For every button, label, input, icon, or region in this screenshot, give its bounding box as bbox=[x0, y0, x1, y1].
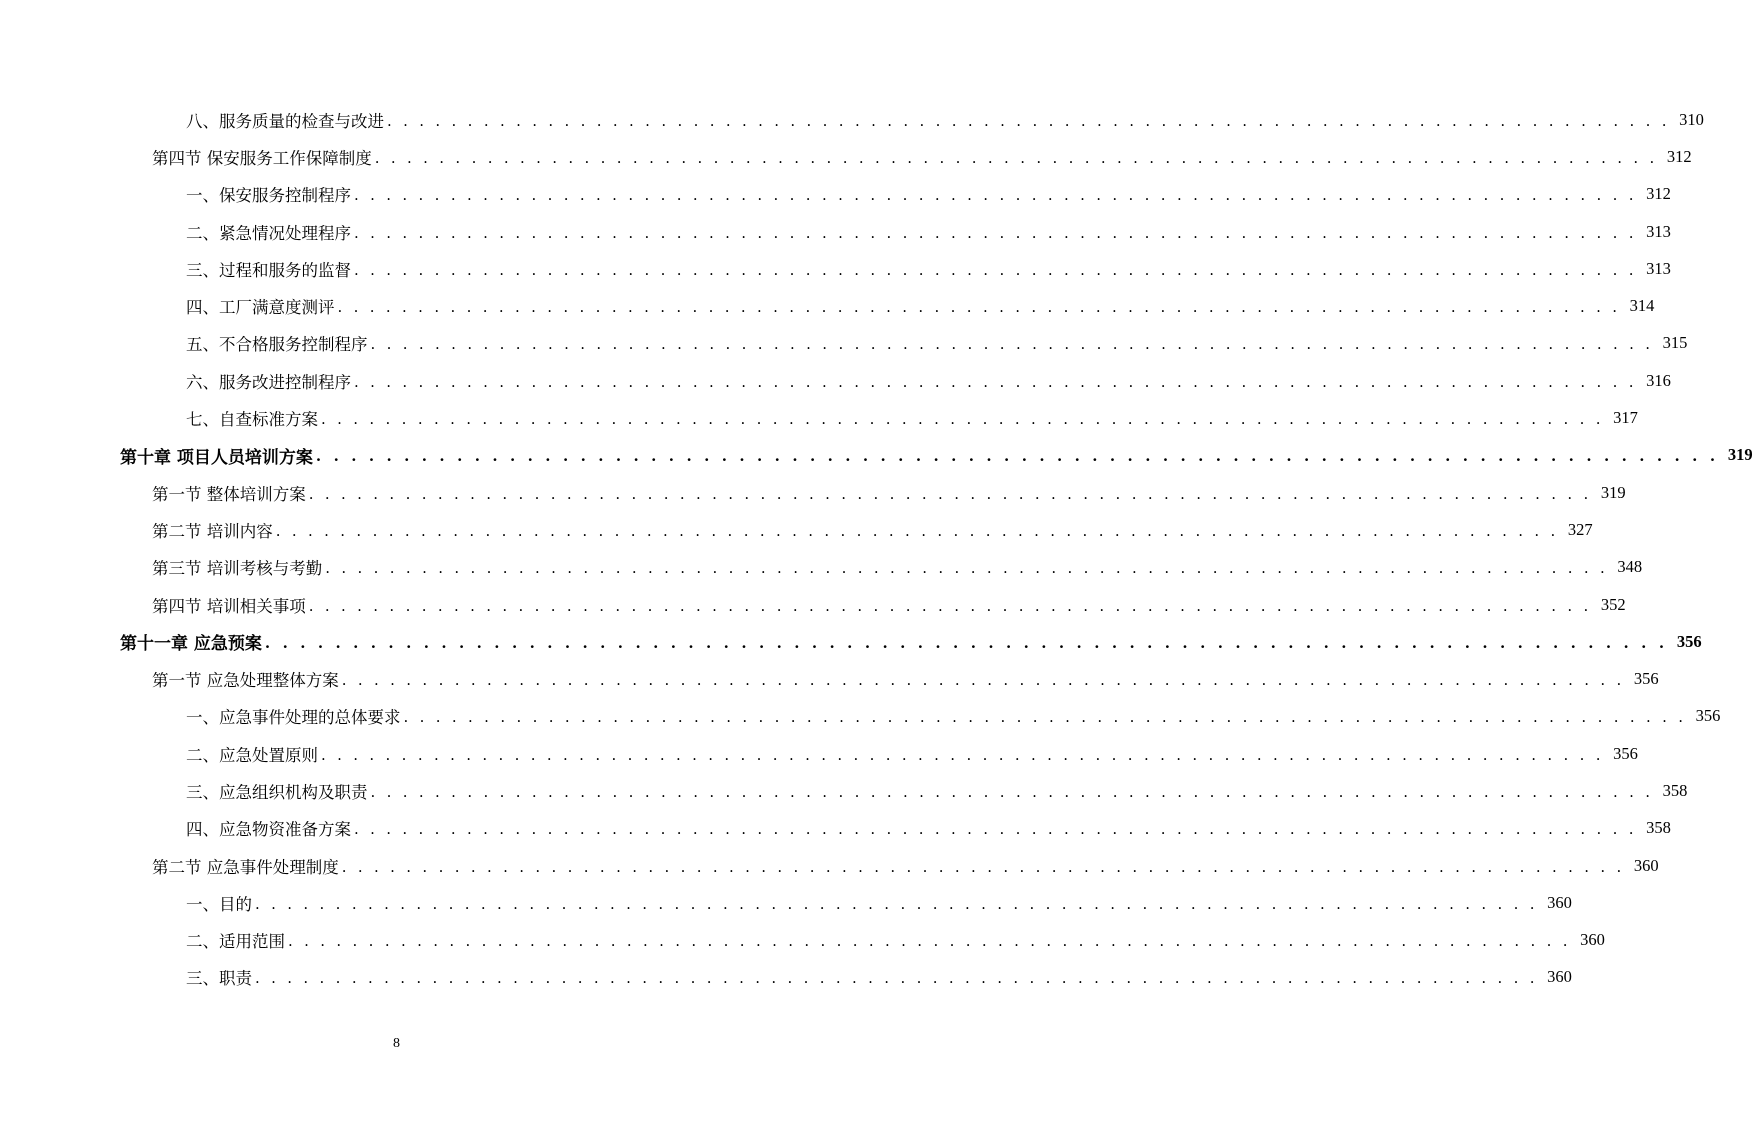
toc-dot-leader: . . . . . . . . . . . . . . . . . . . . . . . . . . . . . . . . . . . . . . . . . . . . . . . . . . . . . . . . . . . . . . . . . . . . . . . . . . . . . . . . bbox=[255, 894, 1538, 913]
toc-dot-leader: . . . . . . . . . . . . . . . . . . . . . . . . . . . . . . . . . . . . . . . . . . . . . . . . . . . . . . . . . . . . . . . . . . . . . . . . . . . . . . . . bbox=[354, 260, 1637, 279]
toc-entry-label: 第一节 应急处理整体方案 bbox=[152, 671, 339, 691]
toc-entry-page-number: 319 bbox=[1727, 445, 1753, 465]
toc-subsection-entry[interactable] bbox=[0, 325, 1688, 362]
toc-dot-leader: . . . . . . . . . . . . . . . . . . . . . . . . . . . . . . . . . . . . . . . . . . . . . . . . . . . . . . . . . . . . . . . . . . . . . . . . . . . . . . . . bbox=[374, 148, 1658, 167]
toc-entry-label: 三、应急组织机构及职责 bbox=[186, 782, 368, 802]
toc-subsection-entry[interactable] bbox=[0, 735, 1638, 772]
toc-dot-leader: . . . . . . . . . . . . . . . . . . . . . . . . . . . . . . . . . . . . . . . . . . . . . . . . . . . . . . . . . . . . . . . . . . . . . . . . . . . . . . . . bbox=[275, 521, 1559, 540]
toc-dot-leader: . . . . . . . . . . . . . . . . . . . . . . . . . . . . . . . . . . . . . . . . . . . . . . . . . . . . . . . . . . . . . . . . . . . . . . . . . . . . . . . . bbox=[354, 372, 1637, 391]
toc-dot-leader: . . . . . . . . . . . . . . . . . . . . . . . . . . . . . . . . . . . . . . . . . . . . . . . . . . . . . . . . . . . . . . . . . . . . . . . . . . . . . . . . bbox=[354, 223, 1637, 242]
toc-dot-leader: . . . . . . . . . . . . . . . . . . . . . . . . . . . . . . . . . . . . . . . . . . . . . . . . . . . . . . . . . . . . . . . . . . . . . . . . . . . . . . . . bbox=[264, 633, 1668, 652]
toc-dot-leader: . . . . . . . . . . . . . . . . . . . . . . . . . . . . . . . . . . . . . . . . . . . . . . . . . . . . . . . . . . . . . . . . . . . . . . . . . . . . . . . . bbox=[321, 410, 1604, 429]
toc-subsection-entry[interactable] bbox=[0, 213, 1671, 250]
toc-subsection-entry[interactable] bbox=[0, 250, 1671, 287]
toc-dot-leader: . . . . . . . . . . . . . . . . . . . . . . . . . . . . . . . . . . . . . . . . . . . . . . . . . . . . . . . . . . . . . . . . . . . . . . . . . . . . . . . . bbox=[341, 857, 1625, 876]
table-of-contents bbox=[0, 101, 1753, 996]
toc-dot-leader: . . . . . . . . . . . . . . . . . . . . . . . . . . . . . . . . . . . . . . . . . . . . . . . . . . . . . . . . . . . . . . . . . . . . . . . . . . . . . . . . bbox=[370, 335, 1654, 354]
toc-entry-label: 第四节 保安服务工作保障制度 bbox=[152, 148, 372, 168]
toc-entry-label: 一、目的 bbox=[186, 894, 252, 914]
toc-section-entry[interactable] bbox=[0, 586, 1626, 623]
toc-entry-label: 七、自查标准方案 bbox=[186, 410, 318, 430]
toc-entry-label: 五、不合格服务控制程序 bbox=[186, 335, 368, 355]
toc-dot-leader: . . . . . . . . . . . . . . . . . . . . . . . . . . . . . . . . . . . . . . . . . . . . . . . . . . . . . . . . . . . . . . . . . . . . . . . . . . . . . . . . bbox=[308, 484, 1592, 503]
toc-entry-label: 三、职责 bbox=[186, 969, 252, 989]
toc-entry-label: 四、应急物资准备方案 bbox=[186, 820, 351, 840]
toc-entry-page-number: 356 bbox=[1695, 706, 1721, 726]
toc-dot-leader: . . . . . . . . . . . . . . . . . . . . . . . . . . . . . . . . . . . . . . . . . . . . . . . . . . . . . . . . . . . . . . . . . . . . . . . . . . . . . . . . bbox=[341, 671, 1625, 690]
toc-entry-page-number: 313 bbox=[1646, 258, 1671, 278]
toc-entry-page-number: 312 bbox=[1666, 146, 1692, 166]
toc-subsection-entry[interactable] bbox=[0, 959, 1572, 996]
toc-dot-leader: . . . . . . . . . . . . . . . . . . . . . . . . . . . . . . . . . . . . . . . . . . . . . . . . . . . . . . . . . . . . . . . . . . . . . . . . . . . . . . . . bbox=[315, 447, 1719, 466]
toc-entry-label: 第十一章 应急预案 bbox=[120, 634, 262, 655]
toc-entry-label: 第十章 项目人员培训方案 bbox=[120, 447, 313, 468]
toc-entry-page-number: 360 bbox=[1547, 967, 1572, 987]
toc-section-entry[interactable] bbox=[0, 847, 1659, 884]
toc-entry-label: 一、应急事件处理的总体要求 bbox=[186, 708, 401, 728]
toc-dot-leader: . . . . . . . . . . . . . . . . . . . . . . . . . . . . . . . . . . . . . . . . . . . . . . . . . . . . . . . . . . . . . . . . . . . . . . . . . . . . . . . . bbox=[337, 298, 1621, 317]
toc-dot-leader: . . . . . . . . . . . . . . . . . . . . . . . . . . . . . . . . . . . . . . . . . . . . . . . . . . . . . . . . . . . . . . . . . . . . . . . . . . . . . . . . bbox=[255, 969, 1538, 988]
toc-dot-leader: . . . . . . . . . . . . . . . . . . . . . . . . . . . . . . . . . . . . . . . . . . . . . . . . . . . . . . . . . . . . . . . . . . . . . . . . . . . . . . . . bbox=[354, 186, 1637, 205]
toc-entry-page-number: 356 bbox=[1676, 631, 1702, 651]
toc-entry-label: 一、保安服务控制程序 bbox=[186, 186, 351, 206]
toc-entry-label: 二、适用范围 bbox=[186, 932, 285, 952]
toc-entry-page-number: 348 bbox=[1617, 557, 1643, 577]
toc-chapter-entry[interactable] bbox=[0, 623, 1702, 660]
toc-entry-page-number: 317 bbox=[1613, 408, 1638, 428]
toc-entry-page-number: 358 bbox=[1662, 780, 1688, 800]
toc-dot-leader: . . . . . . . . . . . . . . . . . . . . . . . . . . . . . . . . . . . . . . . . . . . . . . . . . . . . . . . . . . . . . . . . . . . . . . . . . . . . . . . . bbox=[308, 596, 1592, 615]
toc-subsection-entry[interactable] bbox=[0, 922, 1605, 959]
toc-entry-label: 第一节 整体培训方案 bbox=[152, 484, 306, 504]
toc-entry-label: 八、服务质量的检查与改进 bbox=[186, 111, 384, 131]
toc-subsection-entry[interactable] bbox=[0, 176, 1671, 213]
toc-entry-page-number: 314 bbox=[1629, 296, 1655, 316]
toc-dot-leader: . . . . . . . . . . . . . . . . . . . . . . . . . . . . . . . . . . . . . . . . . . . . . . . . . . . . . . . . . . . . . . . . . . . . . . . . . . . . . . . . bbox=[387, 111, 1670, 130]
toc-entry-page-number: 356 bbox=[1613, 743, 1638, 763]
toc-entry-label: 第三节 培训考核与考勤 bbox=[152, 559, 323, 579]
toc-subsection-entry[interactable] bbox=[0, 884, 1572, 921]
toc-chapter-entry[interactable] bbox=[0, 437, 1753, 474]
toc-subsection-entry[interactable] bbox=[0, 772, 1688, 809]
toc-entry-label: 第二节 应急事件处理制度 bbox=[152, 857, 339, 877]
toc-subsection-entry[interactable] bbox=[0, 698, 1721, 735]
toc-entry-page-number: 352 bbox=[1600, 594, 1626, 614]
toc-section-entry[interactable] bbox=[0, 549, 1643, 586]
toc-entry-page-number: 327 bbox=[1567, 519, 1593, 539]
toc-dot-leader: . . . . . . . . . . . . . . . . . . . . . . . . . . . . . . . . . . . . . . . . . . . . . . . . . . . . . . . . . . . . . . . . . . . . . . . . . . . . . . . . bbox=[370, 782, 1654, 801]
toc-entry-page-number: 310 bbox=[1679, 109, 1704, 129]
toc-entry-label: 三、过程和服务的监督 bbox=[186, 260, 351, 280]
toc-subsection-entry[interactable] bbox=[0, 362, 1671, 399]
toc-entry-page-number: 358 bbox=[1646, 818, 1671, 838]
toc-subsection-entry[interactable] bbox=[0, 101, 1704, 138]
toc-entry-label: 二、紧急情况处理程序 bbox=[186, 223, 351, 243]
toc-subsection-entry[interactable] bbox=[0, 287, 1655, 324]
toc-entry-page-number: 313 bbox=[1646, 221, 1671, 241]
toc-dot-leader: . . . . . . . . . . . . . . . . . . . . . . . . . . . . . . . . . . . . . . . . . . . . . . . . . . . . . . . . . . . . . . . . . . . . . . . . . . . . . . . . bbox=[325, 559, 1609, 578]
footer-page-number: 8 bbox=[393, 1036, 400, 1051]
toc-entry-page-number: 360 bbox=[1547, 892, 1572, 912]
toc-entry-page-number: 360 bbox=[1633, 855, 1659, 875]
toc-entry-page-number: 316 bbox=[1646, 370, 1671, 390]
toc-entry-label: 第四节 培训相关事项 bbox=[152, 596, 306, 616]
toc-dot-leader: . . . . . . . . . . . . . . . . . . . . . . . . . . . . . . . . . . . . . . . . . . . . . . . . . . . . . . . . . . . . . . . . . . . . . . . . . . . . . . . . bbox=[321, 745, 1604, 764]
toc-entry-label: 四、工厂满意度测评 bbox=[186, 298, 335, 318]
toc-dot-leader: . . . . . . . . . . . . . . . . . . . . . . . . . . . . . . . . . . . . . . . . . . . . . . . . . . . . . . . . . . . . . . . . . . . . . . . . . . . . . . . . bbox=[403, 708, 1687, 727]
toc-entry-page-number: 360 bbox=[1580, 930, 1605, 950]
toc-dot-leader: . . . . . . . . . . . . . . . . . . . . . . . . . . . . . . . . . . . . . . . . . . . . . . . . . . . . . . . . . . . . . . . . . . . . . . . . . . . . . . . . bbox=[288, 932, 1571, 951]
toc-entry-page-number: 356 bbox=[1633, 669, 1659, 689]
toc-entry-page-number: 319 bbox=[1600, 482, 1626, 502]
toc-entry-page-number: 315 bbox=[1662, 333, 1688, 353]
toc-section-entry[interactable] bbox=[0, 474, 1626, 511]
toc-section-entry[interactable] bbox=[0, 660, 1659, 697]
toc-subsection-entry[interactable] bbox=[0, 810, 1671, 847]
toc-entry-label: 第二节 培训内容 bbox=[152, 521, 273, 541]
toc-subsection-entry[interactable] bbox=[0, 399, 1638, 436]
toc-entry-label: 六、服务改进控制程序 bbox=[186, 372, 351, 392]
toc-dot-leader: . . . . . . . . . . . . . . . . . . . . . . . . . . . . . . . . . . . . . . . . . . . . . . . . . . . . . . . . . . . . . . . . . . . . . . . . . . . . . . . . bbox=[354, 820, 1637, 839]
toc-entry-page-number: 312 bbox=[1646, 184, 1671, 204]
toc-section-entry[interactable] bbox=[0, 511, 1593, 548]
toc-entry-label: 二、应急处置原则 bbox=[186, 745, 318, 765]
toc-section-entry[interactable] bbox=[0, 138, 1692, 175]
